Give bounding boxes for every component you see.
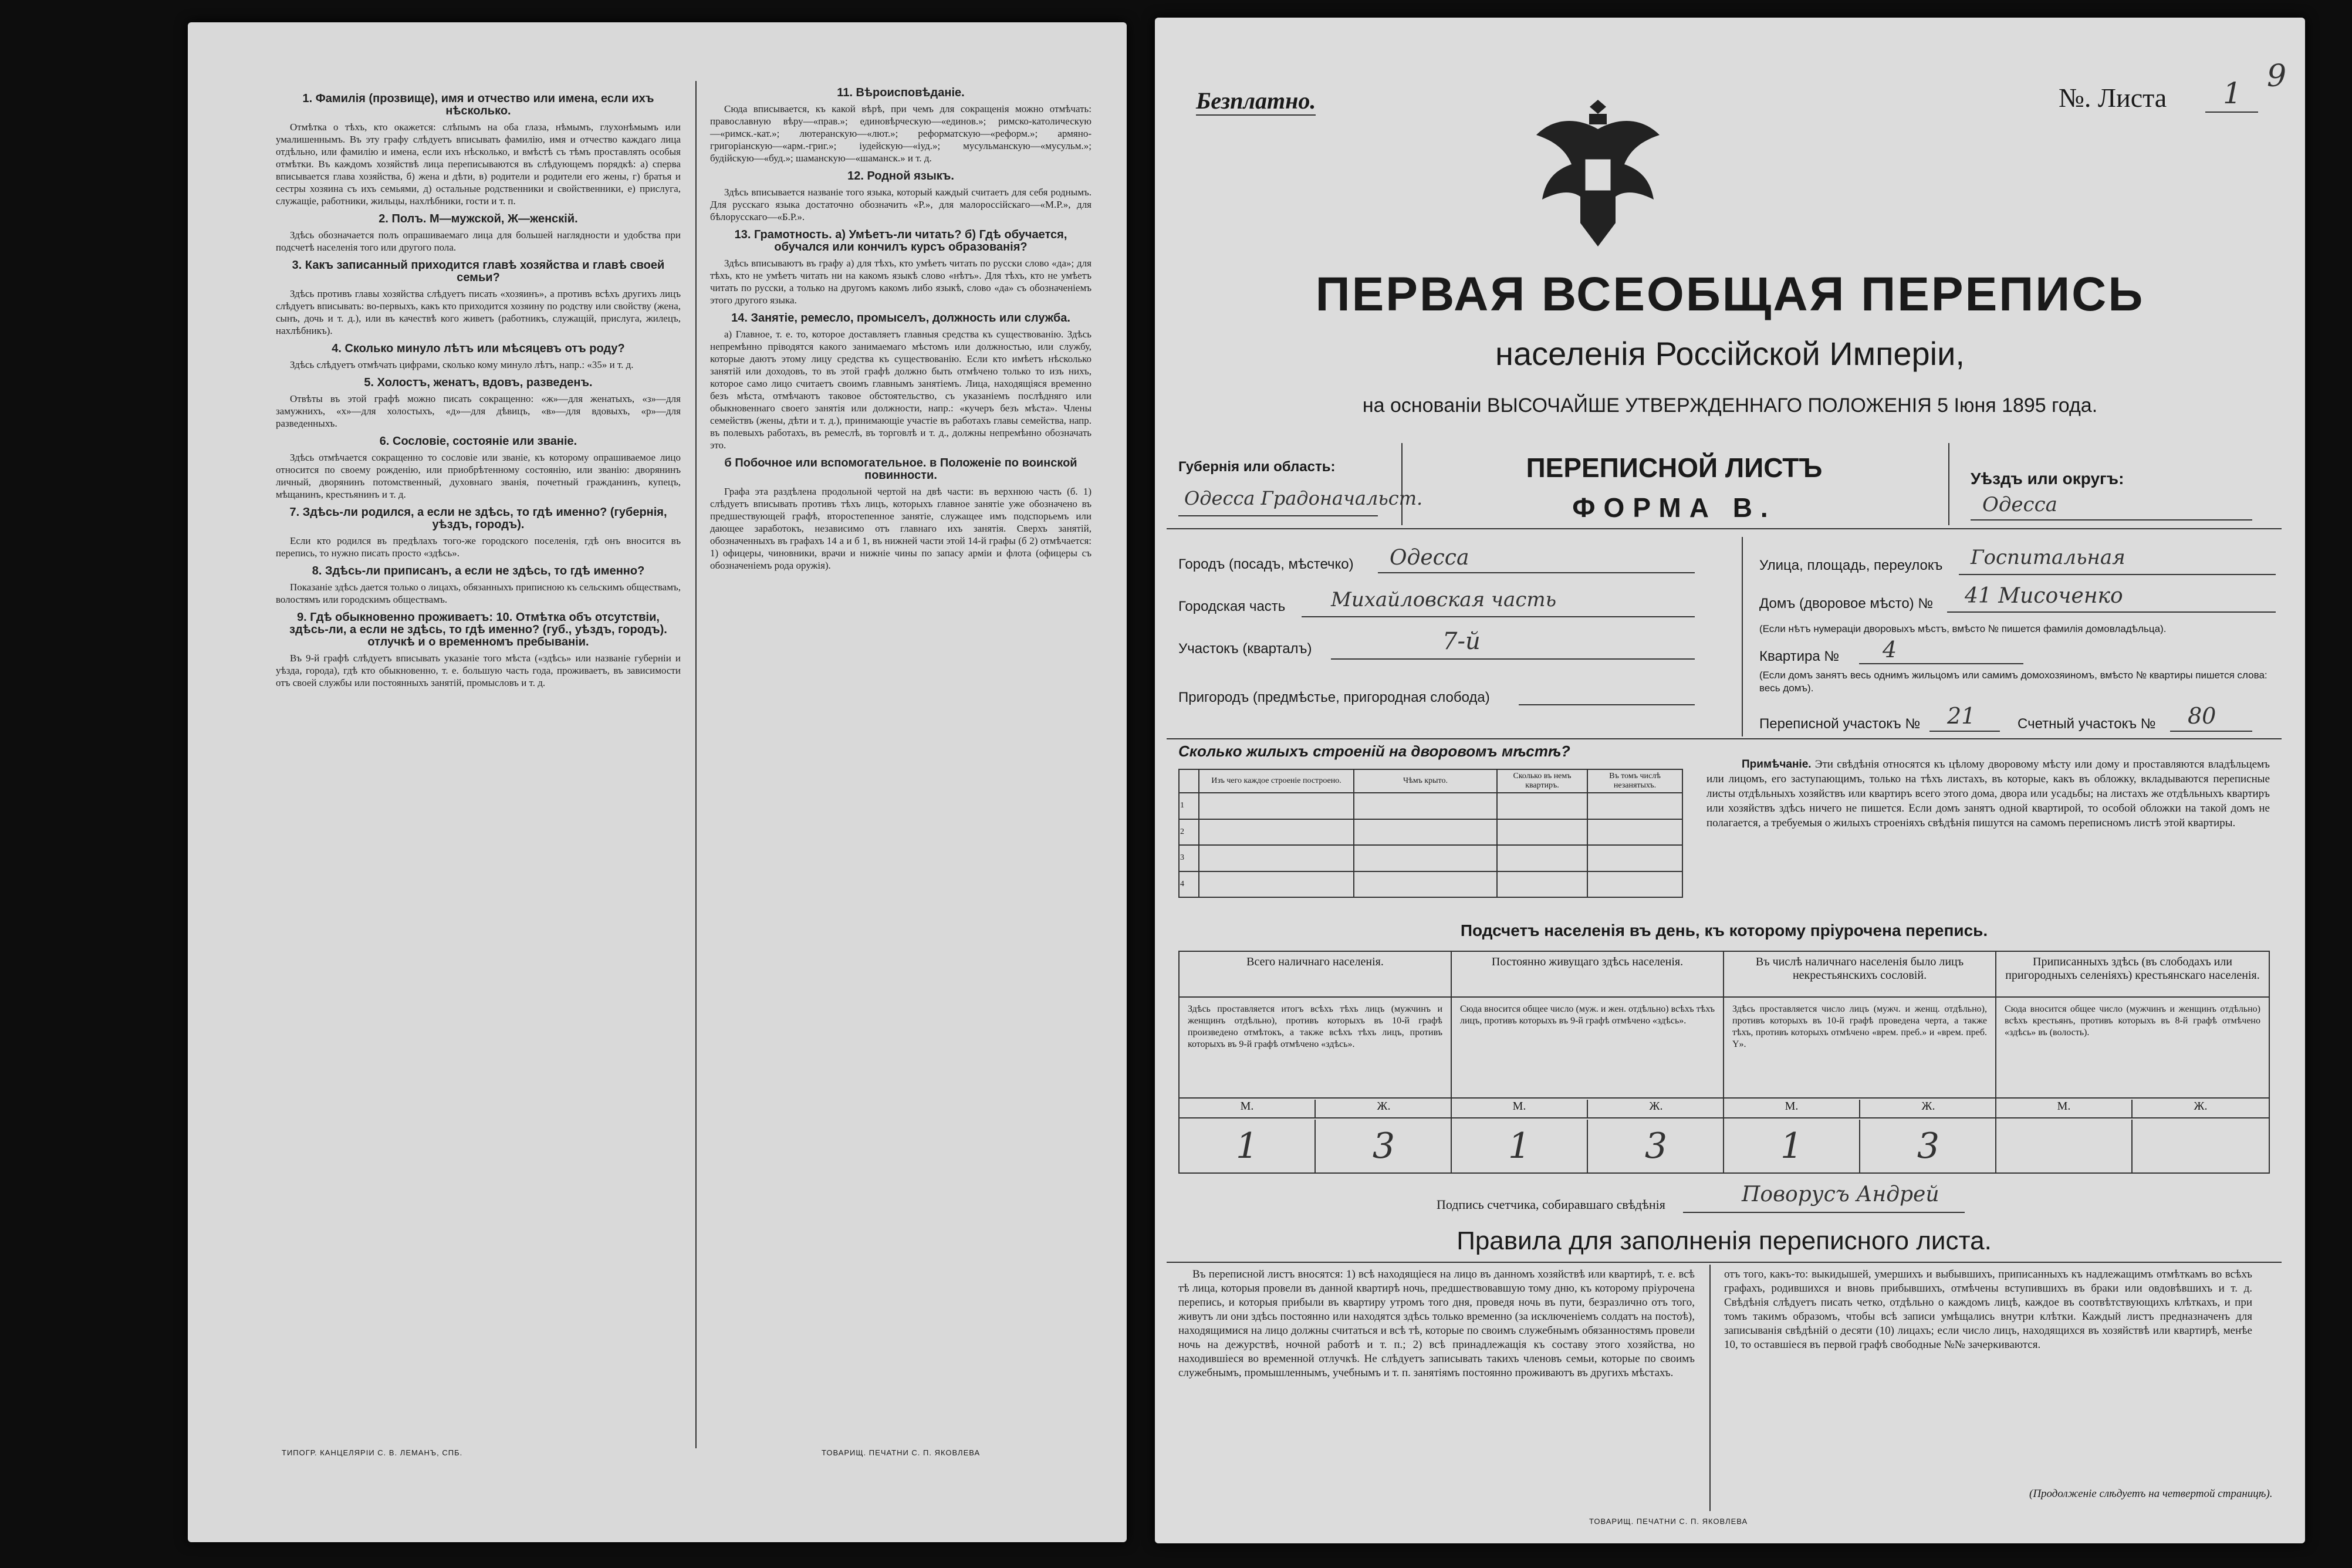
rules-column-2: отъ того, какъ-то: выкидышей, умершихъ и выбывшихъ, приписанныхъ къ надлежащимъ отмѣткамъ во всѣхъ графахъ, родившихся и вновь прибывшихъ, отмѣчены вступившихъ въ браки или овдовѣвшихъ и т. д. Свѣдѣнія слѣдуетъ писать четко, отдѣльно о каждомъ лицѣ, каждое въ соотвѣтствующихъ клѣткахъ, и при томъ такимъ образомъ, чтобы всѣ записи умѣщались внутри клѣтки. Каждый листъ предназначенъ для записыванія свѣдѣній о десяти (10) лицахъ; если число лицъ, находящихся въ хозяйствѣ или квартирѣ, менѣе 10, то оставшіеся въ первой графѣ свободные №№ зачеркиваются. bbox=[1724, 1268, 2252, 1351]
suburb-label: Пригородъ (предмѣстье, пригородная слобода) bbox=[1178, 690, 1490, 705]
section-text: Здѣсь вписываютъ въ графу а) для тѣхъ, кто умѣетъ читать по русски слово «да»; для тѣхъ, кто не умѣетъ читать ни на какомъ языкѣ слово «нѣтъ». Для тѣхъ, кто не умѣетъ читать по русски, а только на другомъ какомъ либо языкѣ, слово «да» съ обозначеніемъ этого другого языка. bbox=[710, 258, 1091, 306]
count-value: 3 bbox=[1372, 1126, 1395, 1167]
count-title: Подсчетъ населенія въ день, къ которому пріурочена перепись. bbox=[1460, 921, 1988, 940]
count-sex-label: Ж. bbox=[1316, 1100, 1452, 1118]
corner-number: 9 bbox=[2267, 59, 2287, 94]
uezd-label: Уѣздъ или округъ: bbox=[1971, 469, 2124, 488]
section-text: Если кто родился въ предѣлахъ того-же городского поселенія, гдѣ онъ вносится въ перепись, то нужно писать просто «здѣсь». bbox=[276, 535, 681, 559]
section-text: Здѣсь вписывается названіе того языка, который каждый считаетъ для себя роднымъ. Для русскаго языка достаточно обозначить «Р.», для малороссійскаго—«М.Р.», для бѣлорусскаго—«Б.Р.». bbox=[710, 187, 1091, 222]
count-district-label: Счетный участокъ № bbox=[2018, 716, 2156, 732]
census-district-value: 21 bbox=[1947, 703, 1976, 729]
uezd-value: Одесса bbox=[1982, 493, 2057, 516]
left-footer-printer-2: ТОВАРИЩ. ПЕЧАТНИ С. П. ЯКОВЛЕВА bbox=[822, 1448, 981, 1457]
left-column-2 bbox=[710, 81, 1091, 1442]
section-heading: 5. Холостъ, женатъ, вдовъ, разведенъ. bbox=[364, 376, 593, 389]
section-text: Здѣсь противъ главы хозяйства слѣдуетъ писать «хозяинъ», а противъ всѣхъ другихъ лицъ слѣдуетъ вписывать: во-первыхъ, какъ кто приходится хозяину по родству или свойству (жена, сынъ, дочь и т. д.), или въ качествѣ кого живетъ (работникъ, служащій, прислуга, жилецъ, нахлѣбникъ). bbox=[276, 288, 681, 336]
count-sex-label: М. bbox=[1724, 1100, 1860, 1118]
section-heading: 6. Сословіе, состояніе или званіе. bbox=[379, 435, 577, 448]
house-note: (Если нѣтъ нумераціи дворовыхъ мѣстъ, вмѣсто № пишется фамилія домовладѣльца). bbox=[1759, 623, 2167, 634]
left-footer-printer: ТИПОГР. КАНЦЕЛЯРІИ С. В. ЛЕМАНЪ, СПБ. bbox=[282, 1448, 463, 1457]
street-value: Госпитальная bbox=[1971, 546, 2125, 569]
section-heading: 11. Вѣроисповѣданіе. bbox=[837, 86, 965, 99]
count-column bbox=[1452, 952, 1724, 1172]
count-column-header: Въ числѣ наличнаго населенія было лицъ некрестьянскихъ сословій. bbox=[1724, 952, 1995, 998]
count-value: 3 bbox=[1917, 1126, 1940, 1167]
section-text: Отмѣтка о тѣхъ, кто окажется: слѣпымъ на оба глаза, нѣмымъ, глухонѣмымъ или умалишеннымъ. Въ эту графу слѣдуетъ вписывать фамилію, имя и отчество каждаго лица отдѣльно, или фамилію и имена, если ихъ нѣсколько, и вмѣстѣ съ тѣмъ проставлять особыя отмѣтки. Въ каждомъ хозяйствѣ лица переписываются въ слѣдующемъ порядкѣ: а) сперва вписывается глава хозяйства, б) жена и дѣти, в) родители и родители его жены, г) братья и сестры хозяина съ ихъ семьями, д) остальные родственники и свойственники, е) прислуга, служащіе, работники, жильцы, нахлѣбники, гости и т. п. bbox=[276, 121, 681, 207]
buildings-row-number: 3 bbox=[1179, 845, 1199, 871]
right-footer-printer: ТОВАРИЩ. ПЕЧАТНИ С. П. ЯКОВЛЕВА bbox=[1589, 1517, 1748, 1526]
buildings-header-roof: Чѣмъ крыто. bbox=[1354, 769, 1497, 793]
population-count-grid bbox=[1178, 951, 2270, 1174]
section-heading: 1. Фамилія (прозвище), имя и отчество или имена, если ихъ нѣсколько. bbox=[302, 92, 654, 117]
note-text: Эти свѣдѣнія относятся къ цѣлому дворовому мѣсту или дому и проставляются владѣльцемъ или лицомъ, его заступающимъ, только на тѣхъ листахъ, въ которые, какъ въ обложку, вкладываются переписные листы отдѣльныхъ хозяйствъ или квартиръ всего этого дома, двора или усадьбы; на листахъ же отдѣльныхъ квартиръ или хозяйствъ здѣсь ничего не пишется. Если домъ занятъ одной квартирой, то особой обложки на такой домъ не полагается, а требуемыя о жилыхъ строеніяхъ свѣдѣнія пишутся на самомъ переписномъ листѣ этой квартиры. bbox=[1706, 758, 2270, 829]
imperial-eagle-emblem bbox=[1530, 94, 1665, 252]
count-value: 1 bbox=[1724, 1120, 1860, 1172]
city-part-value: Михайловская часть bbox=[1331, 588, 1557, 611]
apartment-note: (Если домъ занятъ весь однимъ жильцомъ или самимъ домохозяиномъ, вмѣсто № квартиры пишется слова: весь домъ). bbox=[1759, 670, 2267, 694]
count-column bbox=[1996, 952, 2269, 1172]
address-bottom-separator bbox=[1167, 738, 2282, 739]
section-text: Отвѣты въ этой графѣ можно писать сокращенно: «ж»—для женатыхъ, «з»—для замужнихъ, «х»—для холостыхъ, «д»—для дѣвицъ, «в»—для вдовыхъ, «р»—для разведенныхъ. bbox=[276, 393, 681, 429]
count-district-value: 80 bbox=[2188, 703, 2216, 729]
signature-line bbox=[1683, 1212, 1965, 1213]
right-page bbox=[1155, 18, 2305, 1543]
rules-title: Правила для заполненія переписного листа. bbox=[1457, 1226, 1992, 1255]
apartment-line bbox=[1859, 663, 2023, 664]
signature-label: Подпись счетчика, собиравшаго свѣдѣнія bbox=[1437, 1197, 1665, 1212]
count-value bbox=[1996, 1120, 2133, 1172]
buildings-header-material: Изъ чего каждое строеніе построено. bbox=[1199, 769, 1354, 793]
buildings-table bbox=[1178, 769, 1683, 898]
section-heading: 9. Гдѣ обыкновенно проживаетъ: 10. Отмѣтка объ отсутствіи, здѣсь-ли, а если не здѣсь, то гдѣ именно? (губ., уѣздъ, городъ). отлучкѣ и о временномъ пребываніи. bbox=[289, 611, 667, 648]
city-value: Одесса bbox=[1390, 546, 1469, 570]
count-value bbox=[2133, 1120, 2269, 1172]
section-value: 7-й bbox=[1442, 628, 1481, 655]
census-basis: на основаніи ВЫСОЧАЙШЕ УТВЕРЖДЕННАГО ПОЛОЖЕНІЯ 5 Іюня 1895 года. bbox=[1362, 394, 2098, 417]
rules-divider bbox=[1709, 1265, 1711, 1511]
section-text: Здѣсь обозначается полъ опрашиваемаго лица для большей наглядности и удобства при подсчетѣ населенія того или другого пола. bbox=[276, 229, 681, 253]
note-label: Примѣчаніе. bbox=[1742, 758, 1812, 771]
buildings-question: Сколько жилыхъ строеній на дворовомъ мѣстѣ? bbox=[1178, 742, 1570, 760]
uezd-line bbox=[1971, 519, 2252, 521]
count-sex-label: Ж. bbox=[2133, 1100, 2269, 1118]
column-divider bbox=[695, 81, 697, 1448]
form-name: ФОРМА В. bbox=[1572, 492, 1776, 523]
left-column-1 bbox=[276, 87, 681, 1437]
count-column bbox=[1180, 952, 1452, 1172]
house-line bbox=[1947, 611, 2276, 613]
section-text: Въ 9-й графѣ слѣдуетъ вписывать указаніе того мѣста («здѣсь» или названіе губерніи и уѣзда, города), гдѣ кто обыкновенно, т. е. большую часть года, проживаетъ, въ зависимости отъ своей службы или постоянныхъ занятій, промысловъ и т. д. bbox=[276, 653, 681, 688]
form-title: ПЕРЕПИСНОЙ ЛИСТЪ bbox=[1526, 452, 1823, 483]
count-sex-label: Ж. bbox=[1588, 1100, 1724, 1118]
section-text: Показаніе здѣсь дается только о лицахъ, обязанныхъ приписною къ сельскимъ обществамъ, волостямъ или городскимъ обществамъ. bbox=[276, 582, 681, 605]
count-column-description: Сюда вносится общее число (мужчинъ и женщинъ отдѣльно) всѣхъ крестьянъ, противъ которыхъ въ 8-й графѣ отмѣчено «здѣсь» въ (волость). bbox=[1996, 999, 2269, 1099]
gubernia-line bbox=[1178, 515, 1378, 516]
sheet-number-line bbox=[2205, 111, 2258, 113]
city-part-line bbox=[1302, 616, 1695, 617]
section-label: Участокъ (кварталъ) bbox=[1178, 641, 1312, 657]
count-column-description: Сюда вносится общее число (муж. и жен. отдѣльно) всѣхъ тѣхъ лицъ, противъ которыхъ въ 9-й графѣ отмѣчено «здѣсь». bbox=[1452, 999, 1723, 1099]
street-label: Улица, площадь, переулокъ bbox=[1759, 557, 1943, 573]
apartment-value: 4 bbox=[1883, 637, 1897, 663]
city-line bbox=[1378, 572, 1695, 573]
buildings-row-number: 2 bbox=[1179, 819, 1199, 846]
section-heading: 7. Здѣсь-ли родился, а если не здѣсь, то гдѣ именно? (губернія, уѣздъ, городъ). bbox=[289, 506, 667, 531]
city-part-label: Городская часть bbox=[1178, 599, 1286, 614]
address-divider bbox=[1742, 537, 1743, 736]
section-heading: 12. Родной языкъ. bbox=[847, 170, 954, 183]
gubernia-label: Губернія или область: bbox=[1178, 459, 1336, 475]
count-column-header: Всего наличнаго населенія. bbox=[1180, 952, 1451, 998]
count-district-line bbox=[2170, 731, 2252, 732]
house-label: Домъ (дворовое мѣсто) № bbox=[1759, 596, 1934, 611]
sheet-number-label: №. Листа bbox=[2059, 83, 2167, 113]
count-column-description: Здѣсь проставляется итогъ всѣхъ тѣхъ лицъ (мужчинъ и женщинъ отдѣльно), противъ которыхъ въ 10-й графѣ произведено отмѣтокъ, а также всѣхъ тѣхъ лицъ, противъ которыхъ въ 9-й графѣ отмѣчено «здѣсь». bbox=[1180, 999, 1451, 1099]
buildings-row-number: 1 bbox=[1179, 793, 1199, 819]
buildings-note bbox=[1706, 757, 2270, 830]
section-text: Сюда вписывается, къ какой вѣрѣ, при чемъ для сокращенія можно отмѣчать: православную вѣру—«прав.»; единовѣрческую—«единов.»; римско-католическую—«римск.-кат.»; лютеранскую—«лют.»; реформатскую—«реформ.»; армяно-григоріанскую—«арм.-григ.»; іудейскую—«іуд.»; мусульманскую—«мусульм.»; будійскую—«буд.»; шаманскую—«шаманск.» и т. д. bbox=[710, 103, 1091, 164]
count-value: 1 bbox=[1452, 1120, 1588, 1172]
count-sex-label: Ж. bbox=[1860, 1100, 1996, 1118]
count-column-header: Постоянно живущаго здѣсь населенія. bbox=[1452, 952, 1723, 998]
section-text: Графа эта раздѣлена продольной чертой на двѣ части: въ верхнюю часть (б. 1) слѣдуетъ вписывать противъ тѣхъ лицъ, которыхъ главное занятіе уже обозначено въ предшествующей графѣ, второстепенное занятіе, служащее имъ подспорьемъ или дающее заработокъ, независимо отъ главнаго ихъ занятія. Сверхъ занятій, обозначенныхъ въ графахъ 14 а и б 1, въ нижней части этой 14-й графы (б 2) отмѣчается: 1) офицеры, чиновники, врачи и нижніе чины по запасу арміи и флота (офицеры съ обозначеніемъ рода оружія). bbox=[710, 486, 1091, 571]
free-label: Безплатно. bbox=[1196, 87, 1316, 116]
sheet-number-value: 1 bbox=[2223, 76, 2242, 110]
left-page bbox=[188, 22, 1127, 1542]
house-value: 41 Мисоченко bbox=[1965, 584, 2123, 608]
buildings-row-number: 4 bbox=[1179, 871, 1199, 898]
section-heading: 8. Здѣсь-ли приписанъ, а если не здѣсь, то гдѣ именно? bbox=[312, 565, 645, 577]
count-sex-label: М. bbox=[1180, 1100, 1316, 1118]
street-line bbox=[1959, 574, 2276, 575]
section-heading: 2. Полъ. М—мужской, Ж—женскій. bbox=[379, 212, 578, 225]
suburb-line bbox=[1519, 704, 1695, 705]
section-heading: 4. Сколько минуло лѣтъ или мѣсяцевъ отъ роду? bbox=[332, 342, 625, 355]
gubernia-value: Одесса Градоначальст. bbox=[1184, 487, 1423, 509]
rules-separator bbox=[1167, 1262, 2282, 1263]
buildings-header-vacant: Въ томъ числѣ незанятыхъ. bbox=[1587, 769, 1682, 793]
signature-value: Поворусъ Андрей bbox=[1742, 1182, 1939, 1207]
section-text: а) Главное, т. е. то, которое доставляетъ главныя средства къ существованію. Здѣсь непремѣнно пріводятся какого занимаемаго мѣстомъ или должностью, или службу, которые даютъ этому лицу средства къ существованію. Если кто имѣетъ нѣсколько занятій или доходовъ, то въ этой графѣ должно быть отмѣчено только то изъ нихъ, которое само лицо считаетъ своимъ главнымъ занятіемъ. Лица, находящіяся временно безъ мѣста, отмѣчаютъ таковое обстоятельство, съ указаніемъ послѣдняго или обыкновеннаго своего занятія или должности, напр.: «кучеръ безъ мѣста». Члены семействъ (жены, дѣти и т. д.), принимающіе участіе въ работахъ главы семейства, напр. въ полевыхъ работахъ, въ ремеслѣ, въ торговлѣ и т. д., должны непремѣнно обозначать это. bbox=[710, 329, 1091, 451]
count-column bbox=[1724, 952, 1996, 1172]
rules-column-1: Въ переписной листъ вносятся: 1) всѣ находящіеся на лицо въ данномъ хозяйствѣ или квартирѣ, т. е. всѣ тѣ лица, которыя провели въ данной квартирѣ ночь, предшествовавшую тому дню, къ которому пріурочена перепись, и которыя прибыли въ квартиру утромъ того дня, проведя ночь въ пути, безразлично отъ того, живутъ ли они здѣсь постоянно или находятся здѣсь только временно (за исключеніемъ солдатъ на постоѣ), находящимися на лицо должны считаться и всѣ тѣ, которые по своимъ служебнымъ обязанностямъ провели ночь на дежурствѣ, ночной работѣ и т. п.; 2) всѣ принадлежащія къ составу этого хозяйства, но находившіеся во временной отлучкѣ. Не слѣдуетъ записывать такихъ членовъ семьи, которые по своимъ служебнымъ, промышленнымъ, учебнымъ и т. п. занятіямъ постоянно проживаютъ въ другихъ мѣстахъ. bbox=[1178, 1268, 1695, 1379]
count-column-description: Здѣсь проставляется число лицъ (мужч. и женщ. отдѣльно), противъ которыхъ въ 10-й графѣ проведена черта, а также тѣхъ, противъ которыхъ отмѣчено «врем. преб.» и «врем. преб. Y». bbox=[1724, 999, 1995, 1099]
section-text: Здѣсь слѣдуетъ отмѣчать цифрами, сколько кому минуло лѣтъ, напр.: «35» и т. д. bbox=[290, 359, 634, 370]
count-sex-label: М. bbox=[1452, 1100, 1588, 1118]
count-column-header: Приписанныхъ здѣсь (въ слободахъ или пригородныхъ селеніяхъ) крестьянскаго населенія. bbox=[1996, 952, 2269, 998]
section-line bbox=[1331, 658, 1695, 660]
buildings-header-apartments: Сколько въ немъ квартиръ. bbox=[1497, 769, 1587, 793]
section-heading: 3. Какъ записанный приходится главѣ хозяйства и главѣ своей семьи? bbox=[292, 259, 665, 284]
census-subtitle: населенія Россійской Имперіи, bbox=[1495, 335, 1965, 372]
count-value: 3 bbox=[1644, 1126, 1668, 1167]
count-sex-label: М. bbox=[1996, 1100, 2133, 1118]
census-district-label: Переписной участокъ № bbox=[1759, 716, 1921, 732]
section-text: Здѣсь отмѣчается сокращенно то сословіе или званіе, къ которому опрашиваемое лицо относится по своему рожденію, или приобрѣтенному состоянію, или званію: дворянинъ личный, дворянинъ потомственный, духовнаго званія, почетный гражданинъ, купецъ, мѣщанинъ, крестьянинъ и т. д. bbox=[276, 452, 681, 500]
census-district-line bbox=[1929, 731, 2000, 732]
city-label: Городъ (посадъ, мѣстечко) bbox=[1178, 556, 1354, 572]
continued-note: (Продолженіе слѣдуетъ на четвертой страницѣ). bbox=[2029, 1488, 2273, 1500]
header-separator bbox=[1167, 528, 2282, 529]
section-heading: б Побочное или вспомогательное. в Положеніе по воинской повинности. bbox=[724, 457, 1077, 482]
census-title: ПЕРВАЯ ВСЕОБЩАЯ ПЕРЕПИСЬ bbox=[1315, 268, 2145, 321]
section-heading: 13. Грамотность. а) Умѣетъ-ли читать? б) Гдѣ обучается, обучался или кончилъ курсъ образованія? bbox=[734, 228, 1067, 254]
section-heading: 14. Занятіе, ремесло, промыселъ, должность или служба. bbox=[731, 312, 1070, 325]
apartment-label: Квартира № bbox=[1759, 648, 1840, 664]
count-value: 1 bbox=[1180, 1120, 1316, 1172]
